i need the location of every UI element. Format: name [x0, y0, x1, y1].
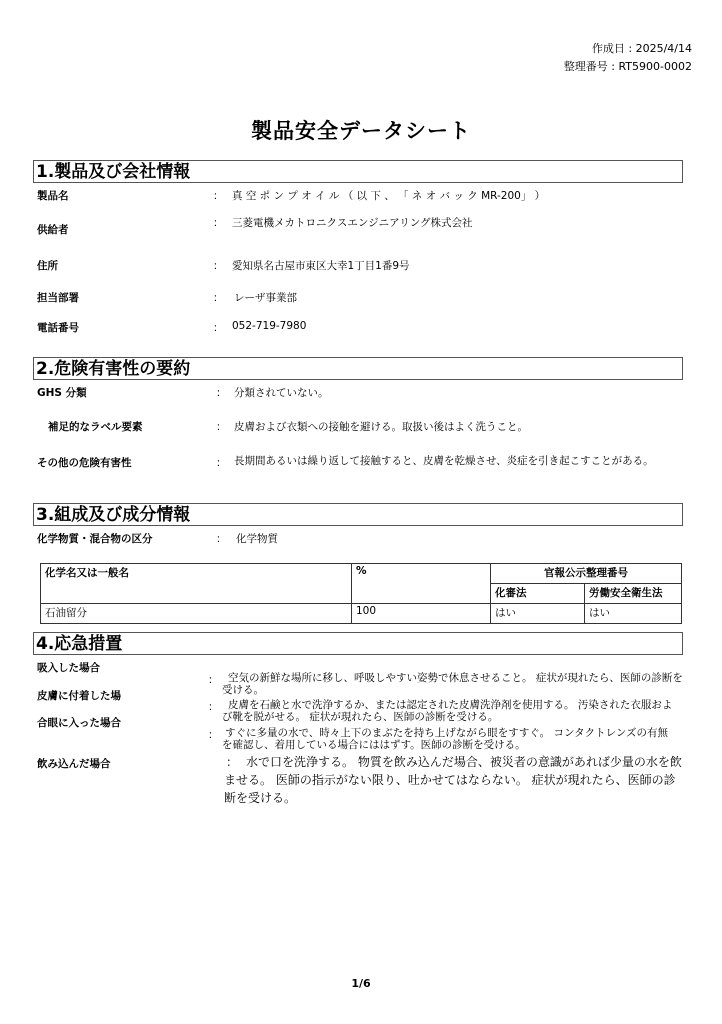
ingestion-label: 飲み込んだ場合 [37, 758, 111, 770]
ghs-label: GHS 分類 [37, 387, 87, 399]
inhalation-value: 空気の新鮮な場所に移し、呼吸しやすい姿勢で休息させること。 症状が現れたら、医師の診断を受ける。 [222, 672, 683, 696]
ref-number-line: 整理番号 : RT5900-0002 [563, 60, 692, 73]
colon: ： [208, 701, 219, 713]
phone-label: 電話番号 [37, 322, 79, 334]
eye-contact-label: 合眼に入った場合 [37, 717, 121, 729]
colon: ： [216, 533, 227, 545]
skin-contact-label: 皮膚に付着した場 [37, 690, 121, 702]
composition-table [40, 563, 682, 624]
table-row [41, 604, 682, 624]
col-header-chemical-name: 化学名又は一般名 [41, 564, 352, 604]
department-value: レーザ事業部 [234, 292, 297, 304]
inhalation-label: 吸入した場合 [37, 662, 100, 674]
page-number: 1/6 [351, 977, 371, 990]
label-elements-label: 補足的なラベル要素 [48, 421, 143, 433]
section-2-heading: 2.危険有害性の要約 [33, 357, 683, 380]
cell-chemical-name: 石油留分 [41, 604, 352, 624]
eye-contact-value: すぐに多量の水で、時々上下のまぶたを持ち上げながら眼をすすぐ。 コンタクトレンズの有無を確認し、着用している場合にははずす。医師の診断を受ける。 [222, 727, 669, 751]
colon: ： [208, 729, 219, 741]
colon: ： [213, 322, 224, 334]
document-title: 製品安全データシート [251, 119, 471, 143]
colon: ： [213, 217, 224, 229]
supplier-value: 三菱電機メカトロニクスエンジニアリング株式会社 [232, 217, 473, 229]
created-label: 作成日 [591, 42, 625, 55]
department-label: 担当部署 [37, 292, 79, 304]
cell-anei: はい [585, 604, 682, 624]
substance-class-value: 化学物質 [236, 533, 278, 545]
skin-contact-value: 皮膚を石鹸と水で洗浄するか、または認定された皮膚洗浄剤を使用する。 汚染された衣服および靴を脱がせる。 症状が現れたら、医師の診断を受ける。 [222, 699, 673, 723]
phone-value: 052-719-7980 [232, 320, 307, 332]
other-hazards-label: その他の危険有害性 [37, 457, 132, 469]
substance-class-label: 化学物質・混合物の区分 [37, 533, 153, 545]
colon: ： [213, 260, 224, 272]
colon: ： [216, 421, 227, 433]
col-header-kashin: 化審法 [491, 584, 585, 604]
section-4-heading: 4.応急措置 [33, 632, 683, 655]
cell-percent: 100 [352, 604, 491, 624]
col-header-percent: % [352, 564, 491, 604]
col-header-gazette-number: 官報公示整理番号 [491, 564, 682, 584]
colon: ： [213, 190, 224, 202]
colon: ： [208, 674, 219, 686]
section-3-heading: 3.組成及び成分情報 [33, 503, 683, 526]
created-date-line: 作成日 : 2025/4/14 [591, 42, 692, 55]
colon: ： [226, 755, 239, 769]
address-label: 住所 [37, 260, 58, 272]
section-1-heading: 1.製品及び会社情報 [33, 160, 683, 183]
other-hazards-value: 長期間あるいは繰り返して接触すると、皮膚を乾燥させ、炎症を引き起こすことがある。 [234, 455, 654, 467]
cell-kashin: はい [491, 604, 585, 624]
product-name-value: 真 空 ポ ン プ オ イ ル （ 以 下 、 「 ネ オ バ ッ ク MR-200」 ） [232, 190, 546, 202]
colon: ： [216, 457, 227, 469]
label-elements-value: 皮膚および衣類への接触を避ける。取扱い後はよく洗うこと。 [234, 421, 528, 433]
ghs-value: 分類されていない。 [234, 387, 329, 399]
ref-number: RT5900-0002 [618, 60, 692, 73]
ingestion-value: 水で口を洗浄する。 物質を飲み込んだ場合、被災者の意識があれば少量の水を飲ませる。 医師の指示がない限り、吐かせてはならない。 症状が現れたら、医師の診断を受ける。 [224, 755, 682, 805]
colon: ： [213, 292, 224, 304]
supplier-label: 供給者 [37, 224, 69, 236]
created-date: 2025/4/14 [635, 42, 692, 55]
colon: ： [216, 387, 227, 399]
product-name-label: 製品名 [37, 190, 69, 202]
ref-label: 整理番号 [563, 60, 608, 73]
address-value: 愛知県名古屋市東区大幸1丁目1番9号 [232, 260, 410, 272]
col-header-anei: 労働安全衛生法 [585, 584, 682, 604]
